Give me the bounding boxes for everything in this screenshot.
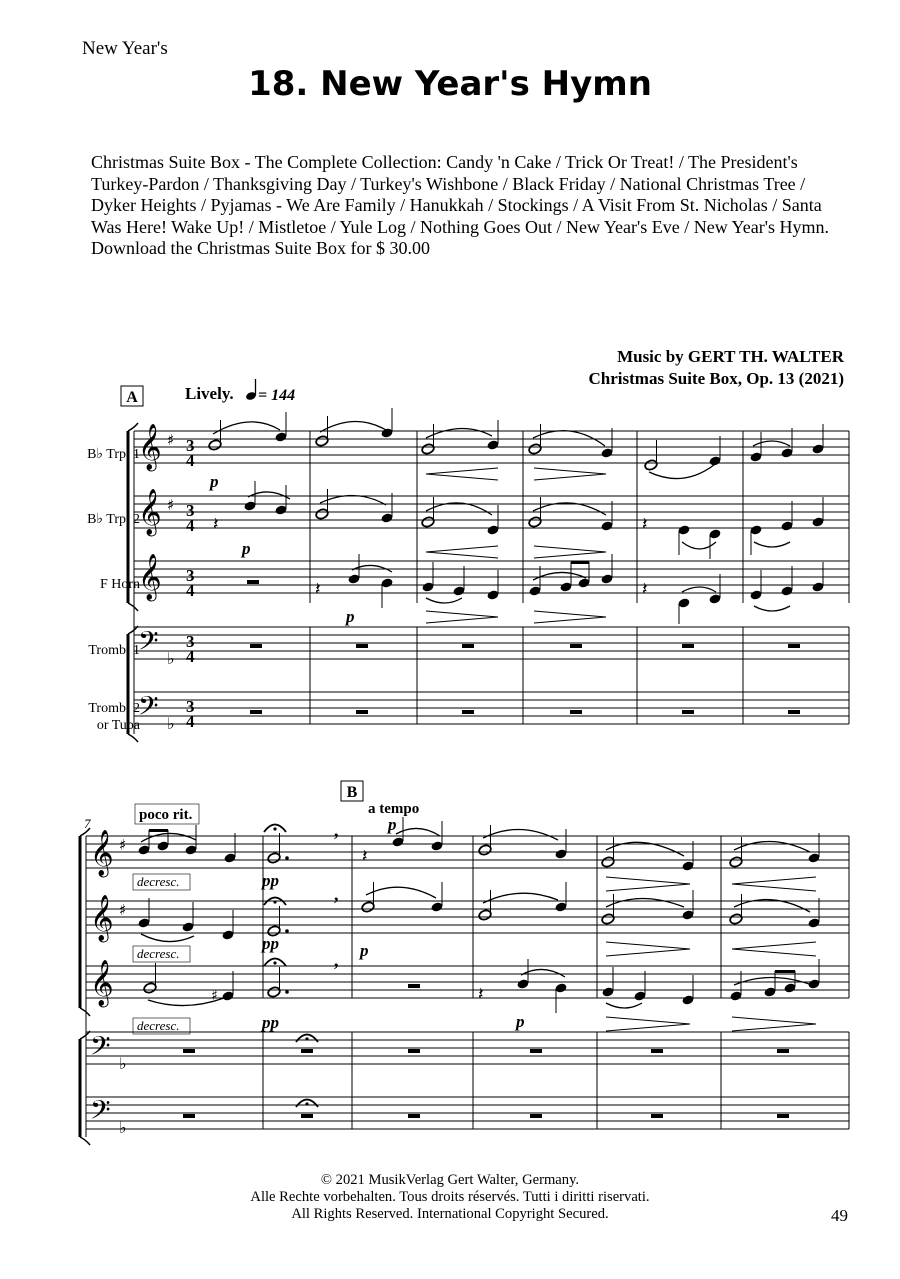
bass-clef-icon: 𝄢 [138,690,159,728]
instrument-label-tromb2: Tromb. 2 [88,701,140,716]
instrument-label-tromb1: Tromb. 1 [88,643,140,658]
instrument-label-tuba: or Tuba [96,718,140,733]
dynamic-p: p [210,472,219,491]
trp1-notes [208,408,825,491]
bass-clef-icon: 𝄢 [90,1030,111,1068]
time-sig-bottom: 4 [186,712,195,731]
credit-line-2: Christmas Suite Box, Op. 13 (2021) [588,369,844,388]
flat-icon: ♭ [119,1054,127,1073]
footer-line-3: All Rights Reserved. International Copyright Secured. [291,1206,609,1222]
page-title: 18. New Year's Hymn [248,64,652,104]
sharp-icon: ♯ [167,431,175,449]
dynamic-pp: pp [262,1013,279,1032]
breath-mark: , [334,884,339,904]
rehearsal-mark-b: B [346,784,358,801]
flat-icon: ♭ [119,1118,127,1137]
instrument-label-horn: F Horn [99,577,140,592]
trp2-notes-2 [133,882,821,962]
whole-rest-icon [247,580,259,584]
dynamic-p: p [346,607,355,626]
breath-mark: , [334,820,339,840]
time-sig-top: 3 [186,501,195,520]
time-sig-top: 3 [186,632,195,651]
poco-rit-text: poco rit. [139,807,193,823]
treble-clef-icon: 𝄞 [90,960,114,1006]
trp1-notes-2 [133,815,821,891]
dynamic-p: p [516,1012,525,1031]
time-sig-top: 3 [186,566,195,585]
footer-line-2: Alle Rechte vorbehalten. Tous droits réservés. Tutti i diritti riservati. [250,1189,650,1205]
quarter-rest-icon: 𝄽 [642,579,648,600]
credit-line-1: Music by GERT TH. WALTER [617,347,844,366]
bass-clef-icon: 𝄢 [90,1094,111,1132]
tempo-value: = 144 [258,387,296,404]
time-sig-bottom: 4 [186,451,195,470]
header-label: New Year's [82,38,168,59]
treble-clef-icon: 𝄞 [90,895,114,941]
time-sig-bottom: 4 [186,516,195,535]
sharp-icon: ♯ [211,988,218,1004]
dynamic-p: p [360,941,369,960]
copyright-footer [0,1172,900,1223]
quarter-rest-icon: 𝄽 [315,579,321,600]
quarter-rest-icon: 𝄽 [478,984,484,1005]
instrument-label-trp2: B♭ Trp. 2 [87,512,140,527]
quarter-rest-icon: 𝄽 [642,514,648,535]
dynamic-p: p [388,815,397,834]
instrument-label-trp1: B♭ Trp. 1 [87,447,140,462]
intro-text: Christmas Suite Box - The Complete Collection: Candy 'n Cake / Trick Or Treat! / The President's Turkey-Pardon / Thanksgiving Day / Turkey's Wishbone / Black Friday / National Christmas Tree / Dyker Heights / Pyjamas - We Are Family / Hanukkah / Stockings / A Visit From St. Nicholas / Santa Was Here! Wake Up! / Mistletoe / Yule Log / Nothing Goes Out / New Year's Eve / New Year's Hymn. Download the Christmas Suite Box for $ 30.00 [91,152,829,259]
dynamic-p: p [242,539,251,558]
flat-icon: ♭ [167,649,175,668]
a-tempo-text: a tempo [368,801,420,817]
treble-clef-icon: 𝄞 [138,554,162,600]
time-sig-bottom: 4 [186,581,195,600]
dynamic-pp: pp [262,934,279,953]
time-sig-top: 3 [186,697,195,716]
footer-line-1: © 2021 MusikVerlag Gert Walter, Germany. [320,1172,580,1188]
page-number: 49 [831,1206,848,1225]
treble-clef-icon: 𝄞 [138,424,162,470]
decresc-text: decresc. [137,1018,180,1033]
time-sig-bottom: 4 [186,647,195,666]
breath-mark: , [334,950,339,970]
quarter-rest-icon: 𝄽 [213,514,219,535]
time-sig-top: 3 [186,436,195,455]
trombone-rests [250,644,800,714]
horn-notes-2 [133,950,821,1034]
bass-clef-icon: 𝄢 [138,625,159,663]
treble-clef-icon: 𝄞 [138,489,162,535]
sharp-icon: ♯ [119,901,127,919]
sharp-icon: ♯ [167,496,175,514]
horn-notes [247,554,825,626]
sharp-icon: ♯ [119,836,127,854]
tempo-text: Lively. [185,384,234,403]
decresc-text: decresc. [137,874,180,889]
treble-clef-icon: 𝄞 [90,830,114,876]
rehearsal-mark-a: A [126,389,138,406]
quarter-rest-icon: 𝄽 [362,846,368,867]
dynamic-pp: pp [262,871,279,890]
measure-number: 7 [84,816,91,831]
decresc-text: decresc. [137,946,180,961]
flat-icon: ♭ [167,714,175,733]
